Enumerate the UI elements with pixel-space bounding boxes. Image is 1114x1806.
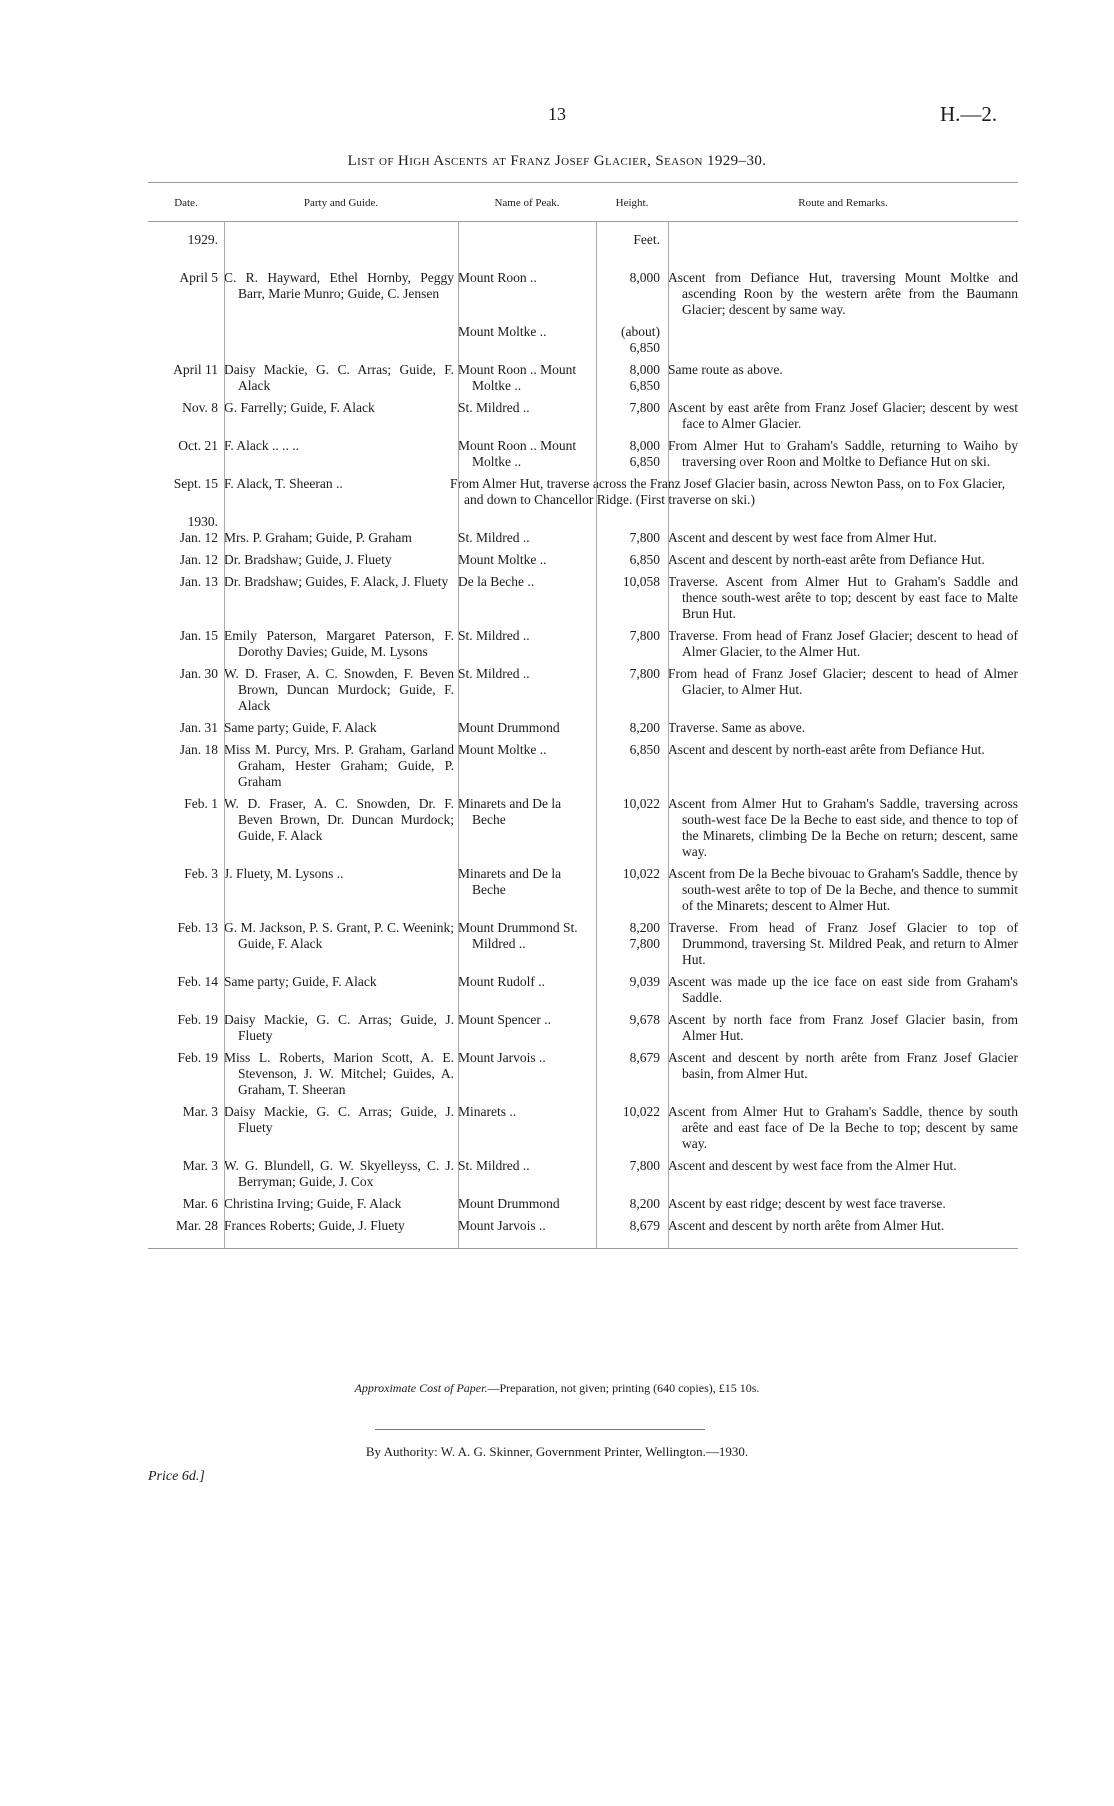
row-height: 8,200 7,800: [629, 920, 660, 951]
row-party: C. R. Hayward, Ethel Hornby, Peggy Barr, Marie Munro; Guide, C. Jensen: [224, 270, 454, 301]
table-row: [148, 666, 1018, 714]
row-peak: Mount Roon .. Mount Moltke ..: [458, 438, 577, 469]
row-height: 8,679: [629, 1218, 660, 1233]
row-route: Ascent and descent by north-east arête from Defiance Hut.: [668, 742, 985, 757]
row-date: Feb. 19: [177, 1050, 218, 1065]
row-route: Ascent from Almer Hut to Graham's Saddle, traversing across south-west face De la Beche to east side, and thence to top of the Minarets, climbing De la Beche on return; descent, same way.: [668, 796, 1018, 859]
row-height: 7,800: [629, 530, 660, 545]
row-route: Ascent and descent by west face from the Almer Hut.: [668, 1158, 957, 1173]
table-row: [148, 530, 1018, 546]
table-row: [148, 438, 1018, 470]
row-peak: Minarets and De la Beche: [458, 866, 562, 897]
year-1929: 1929.: [187, 232, 218, 247]
table-row: [148, 974, 1018, 1006]
table-row: [148, 866, 1018, 914]
row-height: 6,850: [629, 742, 660, 757]
row-date: April 5: [179, 270, 218, 285]
row-route: Traverse. Same as above.: [668, 720, 806, 735]
table-row: [148, 1158, 1018, 1190]
row-peak: Mount Jarvois ..: [458, 1050, 546, 1065]
row-height: 8,000: [629, 270, 660, 285]
row-peak: Minarets and De la Beche: [458, 796, 562, 827]
table-row: [148, 400, 1018, 432]
row-date: Feb. 13: [177, 920, 218, 935]
row-route: [668, 324, 1018, 356]
row-date: Feb. 14: [177, 974, 218, 989]
cost-label: Approximate Cost of Paper.: [354, 1381, 488, 1395]
column-rule: [668, 222, 669, 1248]
row-height: 8,000 6,850: [629, 438, 660, 469]
row-peak: Mount Moltke ..: [458, 552, 547, 567]
row-peak: De la Beche ..: [458, 574, 535, 589]
table-row: [148, 270, 1018, 318]
table-row: [148, 1218, 1018, 1234]
row-date: Sept. 15: [173, 476, 218, 491]
row-peak: St. Mildred ..: [458, 530, 530, 545]
footer-rule: [375, 1429, 705, 1430]
row-party: Daisy Mackie, G. C. Arras; Guide, J. Fluety: [224, 1104, 454, 1135]
row-peak: Mount Drummond St. Mildred ..: [458, 920, 578, 951]
row-peak: St. Mildred ..: [458, 628, 530, 643]
row-party: [224, 324, 458, 356]
row-party: Frances Roberts; Guide, J. Fluety: [224, 1218, 405, 1233]
row-route: Traverse. From head of Franz Josef Glacier to top of Drummond, traversing St. Mildred Peak, and return to Almer Hut.: [668, 920, 1018, 967]
row-party: Dr. Bradshaw; Guide, J. Fluety: [224, 552, 392, 567]
row-height: 8,200: [629, 1196, 660, 1211]
row-route: Traverse. From head of Franz Josef Glacier; descent to head of Almer Glacier, to the Almer Hut.: [668, 628, 1018, 659]
row-date: Oct. 21: [178, 438, 218, 453]
row-date: Feb. 3: [184, 866, 218, 881]
row-height: 6,850: [629, 552, 660, 567]
row-height: 8,000 6,850: [629, 362, 660, 393]
row-date: Feb. 1: [184, 796, 218, 811]
ascents-table: [148, 182, 1018, 1249]
row-route: Ascent and descent by north arête from Franz Josef Glacier basin, from Almer Hut.: [668, 1050, 1018, 1081]
page-code: H.—2.: [940, 102, 998, 126]
cost-text: —Preparation, not given; printing (640 copies), £15 10s.: [487, 1381, 760, 1395]
year-row: [148, 514, 1018, 530]
row-party: W. D. Fraser, A. C. Snowden, Dr. F. Beven Brown, Dr. Duncan Murdock; Guide, F. Alack: [224, 796, 454, 843]
row-date: Jan. 12: [179, 552, 218, 567]
row-span-remarks: From Almer Hut, traverse across the Franz Josef Glacier basin, across Newton Pass, on to Fox Glacier, and down to Chancellor Ridge. (First traverse on ski.): [450, 476, 1006, 507]
table-row: [148, 476, 1018, 508]
row-party: Emily Paterson, Margaret Paterson, F. Dorothy Davies; Guide, M. Lysons: [224, 628, 454, 659]
table-row: [148, 362, 1018, 394]
row-route: Ascent was made up the ice face on east side from Graham's Saddle.: [668, 974, 1018, 1005]
row-date: Nov. 8: [182, 400, 218, 415]
row-height: 10,022: [622, 866, 660, 881]
row-height: 10,058: [622, 574, 660, 589]
header-peak: Name of Peak.: [494, 197, 560, 209]
row-height: (about) 6,850: [621, 324, 660, 355]
row-party: Christina Irving; Guide, F. Alack: [224, 1196, 402, 1211]
row-route: Ascent by north face from Franz Josef Glacier basin, from Almer Hut.: [668, 1012, 1018, 1043]
row-date: Mar. 6: [182, 1196, 218, 1211]
row-route: Same route as above.: [668, 362, 783, 377]
row-route: Ascent and descent by north-east arête from Defiance Hut.: [668, 552, 985, 567]
column-rule: [224, 222, 225, 1248]
table-row: [148, 720, 1018, 736]
row-peak: Mount Roon .. Mount Moltke ..: [458, 362, 577, 393]
row-date: Mar. 3: [182, 1158, 218, 1173]
authority-line: By Authority: W. A. G. Skinner, Government Printer, Wellington.—1930.: [365, 1444, 749, 1459]
row-peak: Mount Drummond: [458, 720, 560, 735]
row-party: Same party; Guide, F. Alack: [224, 720, 377, 735]
row-party: Miss M. Purcy, Mrs. P. Graham, Garland Graham, Hester Graham; Guide, P. Graham: [224, 742, 454, 789]
page-title: List of High Ascents at Franz Josef Glacier, Season 1929–30.: [347, 153, 767, 169]
row-height: 9,039: [629, 974, 660, 989]
row-route: Ascent from Defiance Hut, traversing Mount Moltke and ascending Roon by the western arête from the Baumann Glacier; descent by same way.: [668, 270, 1018, 317]
row-height: 10,022: [622, 796, 660, 811]
column-rule: [596, 222, 597, 1248]
column-rule: [458, 222, 459, 1248]
row-party: Daisy Mackie, G. C. Arras; Guide, J. Fluety: [224, 1012, 454, 1043]
row-height: 7,800: [629, 666, 660, 681]
row-peak: Mount Moltke ..: [458, 324, 547, 339]
table-row: [148, 1196, 1018, 1212]
price: Price 6d.]: [148, 1469, 205, 1484]
year-1930: 1930.: [187, 514, 218, 529]
row-date: Jan. 30: [179, 666, 218, 681]
row-date: [148, 324, 224, 356]
row-route: Traverse. Ascent from Almer Hut to Graham's Saddle and thence south-west arête to top; descent by east face to Malte Brun Hut.: [668, 574, 1018, 621]
row-date: Mar. 28: [176, 1218, 218, 1233]
page-number: 13: [548, 104, 566, 124]
row-party: W. G. Blundell, G. W. Skyelleyss, C. J. Berryman; Guide, J. Cox: [224, 1158, 454, 1189]
row-date: Mar. 3: [182, 1104, 218, 1119]
row-peak: Mount Roon ..: [458, 270, 537, 285]
row-peak: St. Mildred ..: [458, 666, 530, 681]
row-date: Jan. 12: [179, 530, 218, 545]
row-peak: Mount Moltke ..: [458, 742, 547, 757]
cost-note: [0, 1381, 1114, 1396]
table-row: [148, 1012, 1018, 1044]
table-header: [148, 182, 1018, 222]
height-unit: Feet.: [633, 232, 660, 247]
row-route: Ascent and descent by north arête from Almer Hut.: [668, 1218, 945, 1233]
row-date: Jan. 18: [179, 742, 218, 757]
row-peak: Mount Spencer ..: [458, 1012, 551, 1027]
row-date: April 11: [173, 362, 218, 377]
row-party: F. Alack, T. Sheeran ..: [224, 476, 343, 491]
row-peak: Mount Jarvois ..: [458, 1218, 546, 1233]
row-party: Daisy Mackie, G. C. Arras; Guide, F. Alack: [224, 362, 454, 393]
row-route: Ascent by east arête from Franz Josef Glacier; descent by west face to Almer Glacier.: [668, 400, 1018, 431]
row-gap: [148, 1234, 1018, 1240]
row-peak: St. Mildred ..: [458, 1158, 530, 1173]
table-row: [148, 324, 1018, 356]
table-row: [148, 552, 1018, 568]
row-party: Same party; Guide, F. Alack: [224, 974, 377, 989]
row-party: G. Farrelly; Guide, F. Alack: [224, 400, 375, 415]
row-party: F. Alack .. .. ..: [224, 438, 300, 453]
table-body: [148, 222, 1018, 1249]
table-row: [148, 742, 1018, 790]
header-height: Height.: [615, 197, 649, 209]
row-height: 9,678: [629, 1012, 660, 1027]
row-party: W. D. Fraser, A. C. Snowden, F. Beven Brown, Duncan Murdock; Guide, F. Alack: [224, 666, 454, 713]
row-route: Ascent from De la Beche bivouac to Graham's Saddle, thence by south-west arête to top of De la Beche, and thence to summit of the Minarets; descent to Almer Hut.: [668, 866, 1018, 913]
row-height: 7,800: [629, 400, 660, 415]
row-route: Ascent by east ridge; descent by west face traverse.: [668, 1196, 946, 1211]
row-party: Mrs. P. Graham; Guide, P. Graham: [224, 530, 412, 545]
row-date: Jan. 13: [179, 574, 218, 589]
row-party: G. M. Jackson, P. S. Grant, P. C. Weenink; Guide, F. Alack: [224, 920, 454, 951]
row-height: 8,679: [629, 1050, 660, 1065]
row-peak: St. Mildred ..: [458, 400, 530, 415]
row-peak: Mount Drummond: [458, 1196, 560, 1211]
row-height: 8,200: [629, 720, 660, 735]
row-peak: Mount Rudolf ..: [458, 974, 546, 989]
row-height: 10,022: [622, 1104, 660, 1119]
row-route: From Almer Hut to Graham's Saddle, returning to Waiho by traversing over Roon and Moltke to Defiance Hut on ski.: [668, 438, 1018, 469]
header-date: Date.: [174, 197, 198, 209]
row-party: Dr. Bradshaw; Guides, F. Alack, J. Fluety: [224, 574, 449, 589]
row-party: J. Fluety, M. Lysons ..: [224, 866, 344, 881]
row-route: Ascent from Almer Hut to Graham's Saddle, thence by south arête and east face of De la Beche to top; descent by same way.: [668, 1104, 1018, 1151]
row-route: Ascent and descent by west face from Almer Hut.: [668, 530, 937, 545]
row-date: Feb. 19: [177, 1012, 218, 1027]
row-date: Jan. 31: [179, 720, 218, 735]
table-row: [148, 796, 1018, 860]
header-party: Party and Guide.: [303, 197, 379, 209]
row-peak: Minarets ..: [458, 1104, 517, 1119]
row-date: Jan. 15: [179, 628, 218, 643]
row-route: From head of Franz Josef Glacier; descent to head of Almer Glacier, to Almer Hut.: [668, 666, 1018, 697]
table-row: [148, 920, 1018, 968]
table-row: [148, 574, 1018, 622]
table-row: [148, 628, 1018, 660]
header-route: Route and Remarks.: [798, 197, 888, 209]
row-height: 7,800: [629, 1158, 660, 1173]
table-row: [148, 1104, 1018, 1152]
row-party: Miss L. Roberts, Marion Scott, A. E. Stevenson, J. W. Mitchel; Guides, A. Graham, T. Sheeran: [224, 1050, 454, 1097]
row-height: 7,800: [629, 628, 660, 643]
table-row: [148, 1050, 1018, 1098]
